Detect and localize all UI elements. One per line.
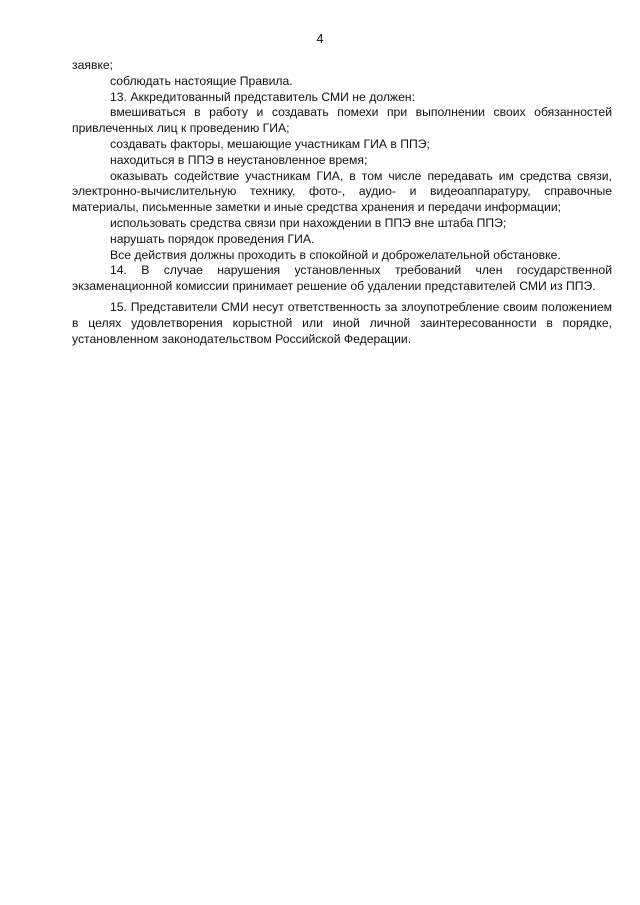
- paragraph-13-item-create-factors: создавать факторы, мешающие участникам ГИА в ППЭ;: [110, 136, 430, 151]
- paragraph-13-item-communications: использовать средства связи при нахождении в ППЭ вне штаба ППЭ;: [110, 215, 507, 230]
- paragraph-14: 14. В случае нарушения установленных требований член государственной экзаменационной комиссии принимает решение об удалении представителей СМИ из ППЭ.: [72, 263, 612, 294]
- paragraph-continuation: заявке;: [72, 58, 114, 72]
- document-body: [72, 58, 612, 347]
- paragraph-13-item-procedure: нарушать порядок проведения ГИА.: [110, 231, 315, 246]
- paragraph-follow-rules: соблюдать настоящие Правила.: [110, 73, 293, 88]
- paragraph-13-item-unscheduled-time: находиться в ППЭ в неустановленное время;: [110, 152, 368, 167]
- paragraph-13-item-assist-participants: оказывать содействие участникам ГИА, в том числе передавать им средства связи, электронно-вычислительную технику, фото-, аудио- и видеоаппаратуру, справочные материалы, письменные заметки и иные средства хранения и передачи информации;: [72, 168, 612, 215]
- paragraph-13-item-interfere: вмешиваться в работу и создавать помехи при выполнении своих обязанностей привлеченных лиц к проведению ГИА;: [72, 105, 612, 136]
- paragraph-13-heading: 13. Аккредитованный представитель СМИ не должен:: [110, 89, 415, 104]
- page-number: 4: [316, 32, 324, 46]
- paragraph-calm-atmosphere: Все действия должны проходить в спокойной и доброжелательной обстановке.: [110, 247, 561, 262]
- paragraph-15: 15. Представители СМИ несут ответственность за злоупотребление своим положением в целях удовлетворения корыстной или иной личной заинтересованности в порядке, установленном законодательством Российской Федерации.: [72, 299, 612, 346]
